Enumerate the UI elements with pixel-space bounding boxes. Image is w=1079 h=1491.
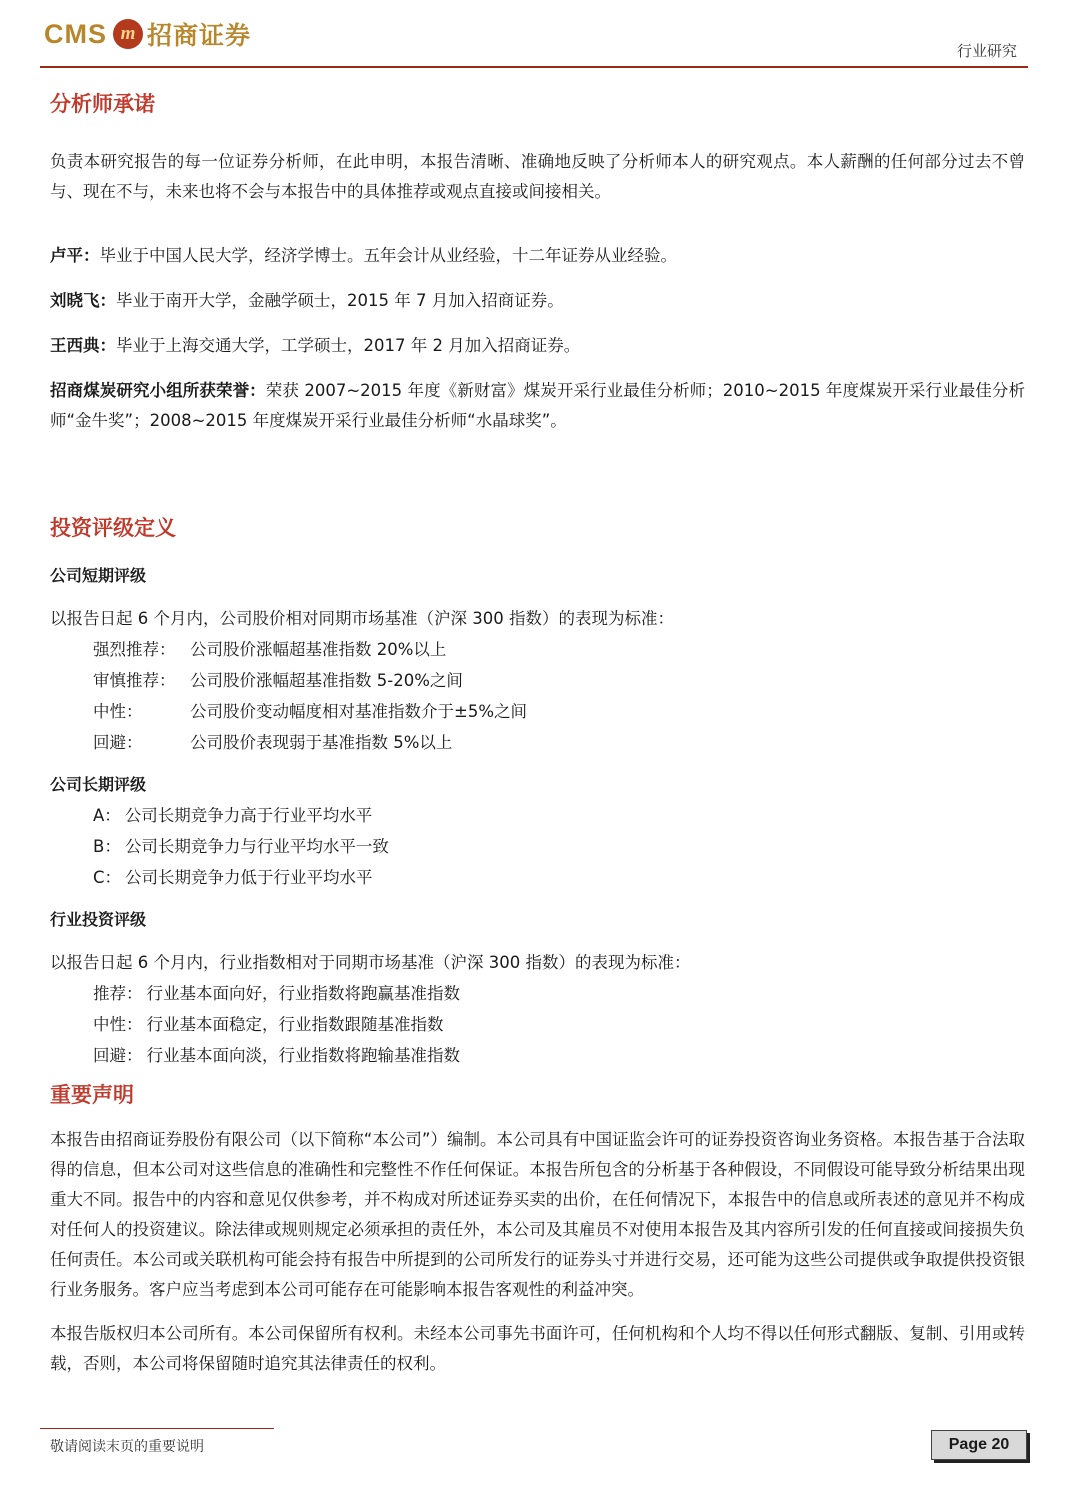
footer-note: 敬请阅读末页的重要说明 [50, 1439, 204, 1455]
industry-rating-intro: 以报告日起 6 个月内，行业指数相对于同期市场基准（沪深 300 指数）的表现为标准： [50, 953, 691, 973]
rating-item [50, 800, 1025, 831]
analyst-bio: 毕业于南开大学，金融学硕士，2015 年 7 月加入招商证券。 [116, 291, 564, 311]
page-header [0, 0, 1079, 70]
rating-desc: 公司长期竞争力低于行业平均水平 [125, 868, 373, 888]
rating-item [50, 727, 1025, 758]
rating-label: 强烈推荐： [93, 640, 176, 660]
logo-chinese-name: 招商证券 [147, 21, 252, 50]
footer-divider [40, 1428, 274, 1429]
short-term-rating-title: 公司短期评级 [50, 566, 147, 586]
rating-label: 中性： [93, 1015, 143, 1035]
analyst-name: 卢平： [50, 246, 100, 266]
header-category: 行业研究 [956, 42, 1017, 60]
rating-label: 审慎推荐： [93, 671, 176, 691]
rating-label: A： [93, 806, 121, 826]
rating-desc: 行业基本面向好，行业指数将跑赢基准指数 [146, 984, 460, 1004]
analyst-entry [50, 241, 1025, 271]
rating-item [50, 696, 1025, 727]
header-divider [40, 66, 1028, 68]
rating-desc: 公司股价变动幅度相对基准指数介于±5%之间 [190, 702, 528, 722]
long-term-rating-title: 公司长期评级 [50, 775, 147, 795]
short-term-rating-intro: 以报告日起 6 个月内，公司股价相对同期市场基准（沪深 300 指数）的表现为标准： [50, 609, 674, 629]
rating-item [50, 831, 1025, 862]
rating-desc: 公司股价涨幅超基准指数 5-20%之间 [190, 671, 463, 691]
main-content [50, 92, 1025, 1379]
rating-label: 推荐： [93, 984, 143, 1004]
page-number: Page 20 [931, 1430, 1027, 1460]
logo-cms-text: CMS [44, 18, 107, 49]
rating-desc: 公司股价表现弱于基准指数 5%以上 [190, 733, 453, 753]
rating-item [50, 665, 1025, 696]
rating-item [50, 978, 1025, 1009]
rating-desc: 公司长期竞争力与行业平均水平一致 [124, 837, 389, 857]
analyst-name: 王西典： [50, 336, 116, 356]
rating-desc: 行业基本面向淡，行业指数将跑输基准指数 [146, 1046, 460, 1066]
analyst-bio: 毕业于中国人民大学，经济学博士。五年会计从业经验，十二年证券从业经验。 [99, 246, 677, 266]
rating-desc: 公司长期竞争力高于行业平均水平 [124, 806, 373, 826]
industry-rating-title: 行业投资评级 [50, 910, 147, 930]
section-title-disclaimer: 重要声明 [50, 1083, 134, 1108]
cms-logo [44, 16, 251, 52]
honors-text: 荣获 2007~2015 年度《新财富》煤炭开采行业最佳分析师；2010~2015 年度煤炭开采行业最佳分析师“金牛奖”；2008~2015 年度煤炭开采行业最佳分析师“水晶球奖”。 [50, 381, 1026, 431]
rating-label: C： [93, 868, 122, 888]
copyright-paragraph: 本报告版权归本公司所有。本公司保留所有权利。未经本公司事先书面许可，任何机构和个人均不得以任何形式翻版、复制、引用或转载，否则，本公司将保留随时追究其法律责任的权利。 [50, 1323, 1025, 1373]
rating-desc: 公司股价涨幅超基准指数 20%以上 [190, 640, 447, 660]
rating-label: 回避： [93, 733, 143, 753]
logo-emblem-icon: m [113, 19, 143, 49]
rating-label: 中性： [93, 702, 143, 722]
rating-item [50, 1009, 1025, 1040]
commitment-statement: 负责本研究报告的每一位证券分析师，在此申明，本报告清晰、准确地反映了分析师本人的研究观点。本人薪酬的任何部分过去不曾与、现在不与，未来也将不会与本报告中的具体推荐或观点直接或间接相关。 [50, 152, 1025, 202]
rating-label: 回避： [93, 1046, 143, 1066]
rating-item [50, 862, 1025, 893]
team-honors [50, 376, 1025, 436]
section-title-rating-definition: 投资评级定义 [50, 516, 176, 541]
analyst-name: 刘晓飞： [50, 291, 116, 311]
rating-desc: 行业基本面稳定，行业指数跟随基准指数 [146, 1015, 444, 1035]
analyst-entry [50, 331, 1025, 361]
section-title-analyst-commitment: 分析师承诺 [50, 92, 155, 116]
analyst-bio: 毕业于上海交通大学，工学硕士，2017 年 2 月加入招商证券。 [116, 336, 581, 356]
analyst-entry [50, 286, 1025, 316]
rating-item [50, 1040, 1025, 1071]
rating-item [50, 634, 1025, 665]
honors-label: 招商煤炭研究小组所获荣誉： [50, 381, 266, 401]
rating-label: B： [93, 837, 121, 857]
disclaimer-paragraph: 本报告由招商证券股份有限公司（以下简称“本公司”）编制。本公司具有中国证监会许可的证券投资咨询业务资格。本报告基于合法取得的信息，但本公司对这些信息的准确性和完整性不作任何保证。本报告所包含的分析基于各种假设，不同假设可能导致分析结果出现重大不同。报告中的内容和意见仅供参考，并不构成对所述证券买卖的出价，在任何情况下，本报告中的信息或所表述的意见并不构成对任何人的投资建议。除法律或规则规定必须承担的责任外，本公司及其雇员不对使用本报告及其内容所引发的任何直接或间接损失负任何责任。本公司或关联机构可能会持有报告中所提到的公司所发行的证券头寸并进行交易，还可能为这些公司提供或争取提供投资银行业务服务。客户应当考虑到本公司可能存在可能影响本报告客观性的利益冲突。 [50, 1129, 1025, 1299]
